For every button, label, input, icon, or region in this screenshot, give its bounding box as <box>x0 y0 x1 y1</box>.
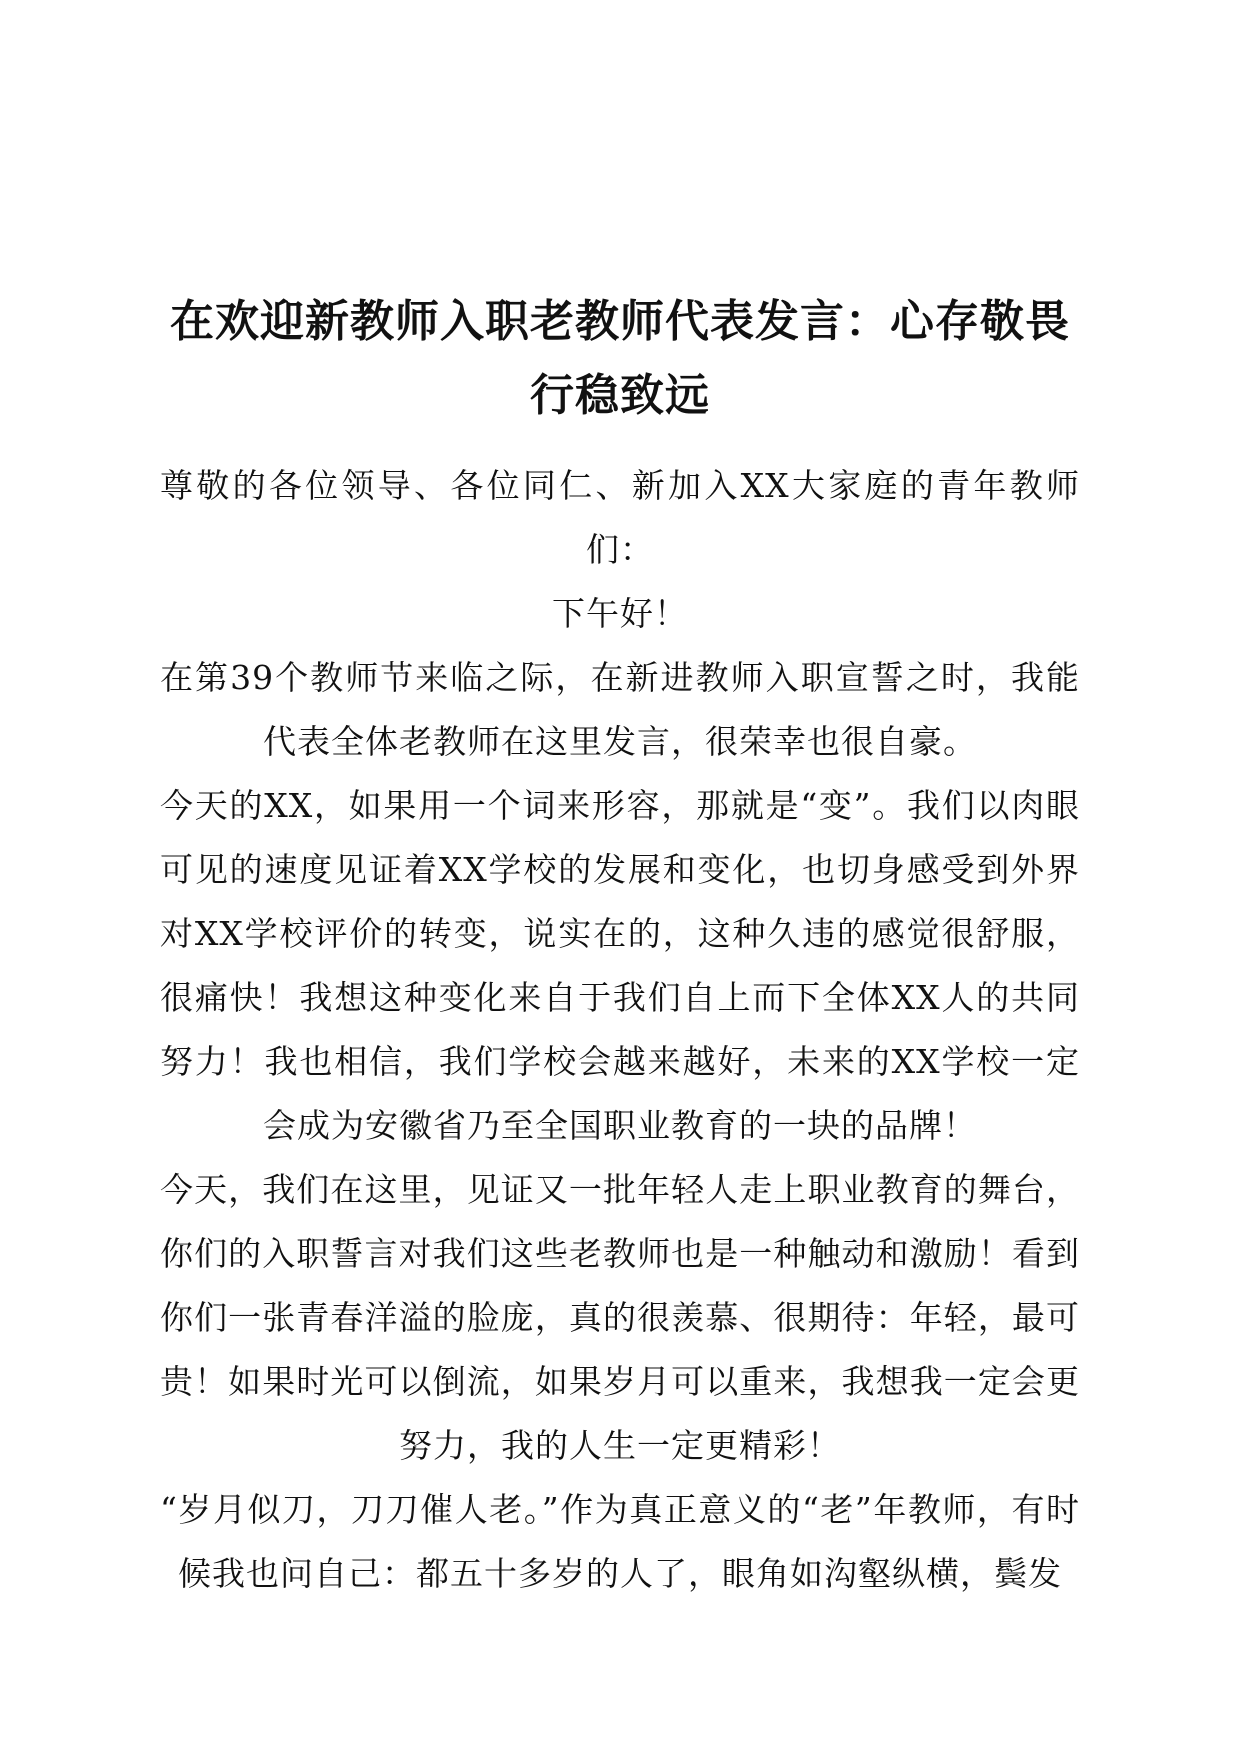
paragraph: “岁月似刀，刀刀催人老。”作为真正意义的“老”年教师，有时候我也问自己：都五十多岁的人了，眼角如沟壑纵横，鬓发 <box>160 1490 1080 1593</box>
paragraph: 今天，我们在这里，见证又一批年轻人走上职业教育的舞台，你们的入职誓言对我们这些老教师也是一种触动和激励！看到你们一张青春洋溢的脸庞，真的很羡慕、很期待：年轻，最可贵！如果时光可以倒流，如果岁月可以重来，我想我一定会更努力，我的人生一定更精彩！ <box>160 1170 1080 1465</box>
document-title <box>155 285 1085 433</box>
paragraph-salutation: 尊敬的各位领导、各位同仁、新加入XX大家庭的青年教师们： <box>160 466 1080 569</box>
title-line-1: 在欢迎新教师入职老教师代表发言：心存敬畏 <box>170 296 1070 347</box>
document-body <box>160 454 1080 1606</box>
paragraph: 今天的XX，如果用一个词来形容，那就是“变”。我们以肉眼可见的速度见证着XX学校的发展和变化，也切身感受到外界对XX学校评价的转变，说实在的，这种久违的感觉很舒服，很痛快！我想这种变化来自于我们自上而下全体XX人的共同努力！我也相信，我们学校会越来越好，未来的XX学校一定会成为安徽省乃至全国职业教育的一块的品牌！ <box>160 786 1080 1145</box>
paragraph-greeting: 下午好！ <box>552 594 688 633</box>
paragraph: 在第39个教师节来临之际，在新进教师入职宣誓之时，我能代表全体老教师在这里发言，很荣幸也很自豪。 <box>160 658 1080 761</box>
title-line-2: 行稳致远 <box>530 370 710 421</box>
